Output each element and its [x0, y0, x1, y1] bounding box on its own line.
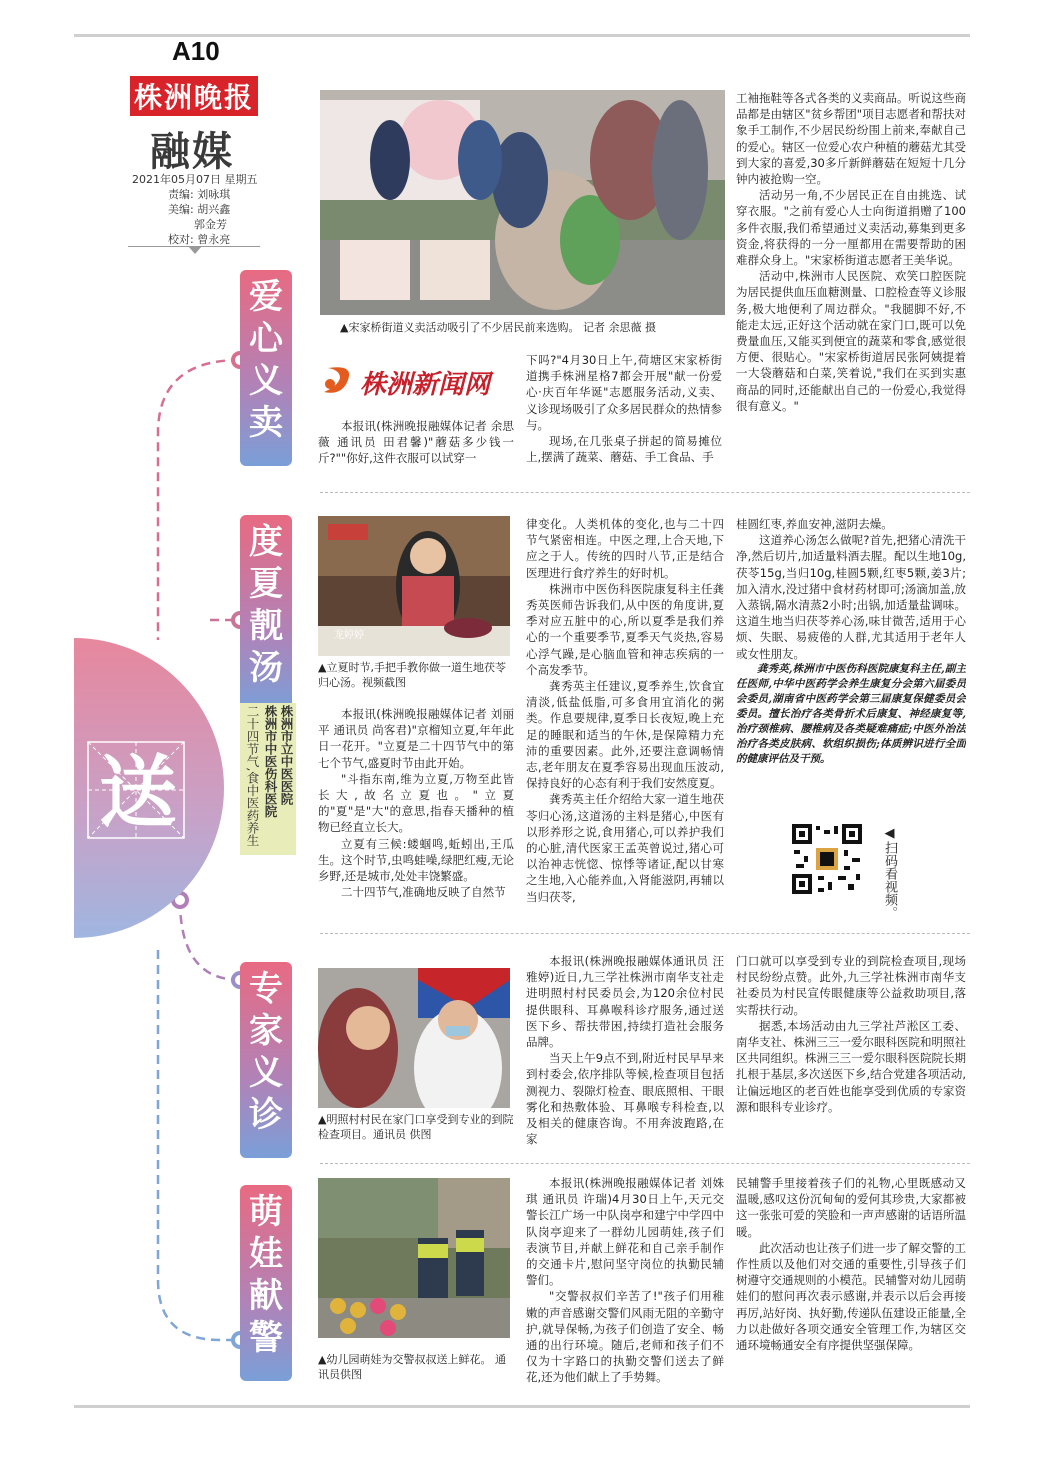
section-separator	[320, 933, 970, 934]
section-separator	[320, 1163, 970, 1164]
paragraph: 本报讯(株洲晚报融媒体记者 余思薇 通讯员 田君馨)"蘑菇多少钱一斤?""你好,这件衣服可以试穿一	[318, 419, 514, 466]
paragraph: 律变化。人类机体的变化,也与二十四节气紧密相连。中医之理,上合天地,下应之于人。传统的四时八节,正是结合医理进行食疗养生的好时机。	[526, 517, 724, 580]
paragraph: 本报讯(株洲晚报融媒体记者 刘丽平 通讯员 尚客君)"京榴知立夏,年年此日一花开。"立夏是二十四节气中的第七个节气,盛夏时节由此开始。	[318, 707, 514, 770]
masthead-meta	[132, 172, 258, 247]
paragraph: 门口就可以享受到专业的到院检查项目,现场村民纷纷点赞。此外,九三学社株洲市南华支社委员为村民宣传眼健康等公益救助项目,落实帮扶行动。	[736, 954, 966, 1017]
story-kids-col2	[736, 1175, 966, 1385]
qr-code-icon[interactable]	[790, 822, 864, 896]
center-character: 送	[98, 747, 177, 838]
story-soup-col1	[318, 706, 514, 914]
story-charity-col2	[526, 352, 722, 492]
paragraph: 本报讯(株洲晚报融媒体通讯员 汪雅婷)近日,九三学社株洲市南华支社走进明照村村民委员会,为120余位村民提供眼科、耳鼻喉科诊疗服务,通过送医下乡、帮扶带困,持续打造社会服务品牌。	[526, 954, 724, 1050]
proofreader-credit: 校对: 曾永亮	[168, 233, 231, 246]
newspaper-logo: 株洲晚报	[130, 76, 258, 116]
paragraph: 下吗?"4月30日上午,荷塘区宋家桥街道携手株洲星格7都会开展"献一份爱心·庆百年华诞"志愿服务活动,义卖、义诊现场吸引了众多居民群众的热情参与。	[526, 353, 722, 432]
caption-eye-clinic: ▲明照村村民在家门口享受到专业的到院检查项目。通讯员 供图	[318, 1113, 514, 1141]
bottom-rule	[74, 1405, 970, 1408]
paragraph: 桂圆红枣,养血安神,滋阴去燥。	[736, 517, 893, 531]
news-site-logo-icon	[318, 360, 358, 400]
art-editor-credit-2: 郭金芳	[194, 218, 227, 231]
paragraph: 活动另一角,不少居民正在自由挑选、试穿衣服。"之前有爱心人士向街道捐赠了100多件衣服,我们希望通过义卖活动,募集到更多资金,将获得的一分一厘都用在需要帮助的困难群众身上。"宋家桥街道志愿者王美华说。	[736, 188, 966, 268]
tag-expert-clinic: 专 家 义 诊	[240, 962, 292, 1158]
paragraph: 据悉,本场活动由九三学社芦淞区工委、南华支社、株洲三三一爱尔眼科医院和明照社区共同组织。株洲三三一爱尔眼科医院院长期扎根于基层,多次送医下乡,结合党建各项活动,让偏远地区的老百姓也能享受到优质的专家资源和眼科专业诊疗。	[736, 1018, 966, 1114]
paragraph: 活动中,株洲市人民医院、欢笑口腔医院为居民提供血压血糖测量、口腔检查等义诊服务,极大地便利了周边群众。"我腿脚不好,不能走太远,正好这个活动就在家门口,既可以免费量血压,又能买到便宜的蔬菜和零食,感觉很方便、很贴心。"宋家桥街道居民张阿姨提着一大袋蘑菇和白菜,笑着说,"我们在买到实惠商品的同时,还能献出自己的一份爱心,我觉得很有意义。"	[736, 269, 966, 413]
story-clinic-col2	[736, 953, 966, 1153]
subtitle-org-2: 株洲市中医伤科医院	[263, 705, 278, 818]
masthead-pointer	[188, 246, 202, 254]
story-clinic-col1	[526, 953, 724, 1153]
paragraph: 现场,在几张桌子拼起的简易摊位上,摆满了蔬菜、蘑菇、手工食品、手	[526, 434, 722, 465]
paragraph: 民辅警手里接着孩子们的礼物,心里既感动又温暖,感叹这份沉甸甸的爱何其珍贵,大家都被这一张张可爱的笑脸和一声声感谢的话语所温暖。	[736, 1176, 966, 1239]
photo-eye-clinic	[318, 968, 510, 1108]
section-title: 融媒	[150, 128, 234, 175]
story-soup-col3	[736, 516, 966, 816]
doctor-bio: 龚秀英,株洲市中医伤科医院康复科主任,副主任医师,中华中医药学会养生康复分会第六届委员会委员,湖南省中医药学会第三届康复保健委员会委员。擅长治疗各类骨折术后康复、神经康复等,治疗颈椎病、腰椎病及各类疑难痛症;中医外治法治疗各类皮肤病、软组织损伤;体质辨识进行全面的健康评估及干预。	[736, 662, 966, 765]
paragraph: 本报讯(株洲晚报融媒体记者 刘姝琪 通讯员 许瑞)4月30日上午,天元交警长江广场一中队岗亭和建宁中学四中队岗亭迎来了一群幼儿园萌娃,孩子们表演节目,并献上鲜花和自己亲手制作的交通卡片,慰问坚守岗位的执勤民辅警们。	[526, 1176, 724, 1288]
issue-date: 2021年05月07日 星期五	[132, 173, 258, 186]
scan-video-note: ◀扫码看视频。	[882, 826, 897, 919]
paragraph: 龚秀英主任介绍给大家一道生地茯苓归心汤,这道汤的主料是猪心,中医有以形养形之说,食用猪心,可以养护我们的心脏,清代医家王孟英曾说过,猪心可以治神志恍惚、惊悸等诸证,配以甘寒之生地,入心能养血,入肾能滋阴,再辅以当归茯苓,	[526, 792, 724, 904]
tag-charity-sale: 爱 心 义 卖	[240, 270, 292, 466]
art-editor-credit: 美编: 胡兴鑫	[168, 203, 231, 216]
paragraph: 工袖拖鞋等各式各类的义卖商品。听说这些商品都是由辖区"贫乡帮团"项目志愿者和帮扶对象手工制作,不少居民纷纷围上前来,奉献自己的爱心。辖区一位爱心农户种植的蘑菇尤其受到大家的喜爱,30多斤新鲜蘑菇在短短十几分钟内被抢购一空。	[736, 91, 966, 187]
story-charity-col3	[736, 90, 966, 490]
paragraph: "交警叔叔们辛苦了!"孩子们用稚嫩的声音感谢交警们风雨无阻的辛勤守护,就导保畅,为孩子们创造了安全、畅通的出行环境。随后,老师和孩子们不仅为十字路口的执勤交警们送去了鲜花,还为他们献上了手势舞。	[526, 1289, 724, 1385]
subtitle-solar-terms: 二十四节气,食中医药养生	[245, 705, 260, 847]
photo-charity-sale	[320, 90, 725, 315]
caption-cooking: ▲立夏时节,手把手教你做一道生地茯苓归心汤。视频截图	[318, 661, 506, 689]
paragraph: 立夏有三候:蝼蝈鸣,蚯蚓出,王瓜生。这个时节,虫鸣蛙噪,绿肥红瘦,无论乡野,还是城市,处处丰饶繁盛。	[318, 836, 514, 884]
paragraph: 二十四节气,准确地反映了自然节	[341, 885, 506, 900]
caption-charity-sale: ▲宋家桥街道义卖活动吸引了不少居民前来选购。 记者 余思薇 摄	[340, 321, 656, 334]
editor-credit: 责编: 刘咏琪	[168, 188, 231, 201]
paragraph: 此次活动也让孩子们进一步了解交警的工作性质以及他们对交通的重要性,引导孩子们树遵守交通规则的小模范。民辅警对幼儿园萌娃们的慰问再次表示感谢,并表示以后会再接再厉,站好岗、执好勤,传递队伍建设正能量,全力以赴做好各项交通安全管理工作,为辖区交通环境畅通安全有序提供坚强保障。	[736, 1240, 966, 1353]
photo-kids-police	[318, 1178, 510, 1338]
caption-kids-police: ▲幼儿园萌娃为交警叔叔送上鲜花。 通讯员供图	[318, 1353, 506, 1381]
story-charity-col1	[318, 418, 514, 482]
paragraph: 这道养心汤怎么做呢?首先,把猪心清洗干净,然后切片,加适量料酒去腥。配以生地10g,茯苓15g,当归10g,桂圆5颗,红枣5颗,姜3片;加入清水,没过猪中食材药材即可;汤滴加盖,放入蒸锅,隔水清蒸2小时;出锅,加适量盐调味。这道生地当归茯苓养心汤,味甘微苦,适用于心烦、失眠、易疲倦的人群,尤其适用于老年人或女性朋友。	[736, 533, 966, 661]
section-separator	[320, 492, 970, 493]
story-kids-col1	[526, 1175, 724, 1385]
news-site-name: 株洲新闻网	[360, 370, 491, 400]
paragraph: "斗指东南,维为立夏,万物至此皆长大,故名立夏也。"立夏的"夏"是"大"的意思,指春天播种的植物已经直立长大。	[318, 771, 514, 835]
subtitle-org: 株洲市立中医医院	[279, 705, 294, 805]
page-number: A10	[172, 36, 220, 66]
paragraph: 龚秀英主任建议,夏季养生,饮食宜清淡,低盐低脂,可多食用宜消化的粥类。作息要规律,夏季日长夜短,晚上充足的睡眠和适当的午休,是保障精力充沛的重要因素。此外,还要注意调畅情志,老年朋友在夏季容易出现血压波动,保持良好的心态有利于我们安然度夏。	[526, 679, 724, 791]
news-site-logo	[318, 360, 518, 410]
story-soup-col2	[526, 516, 724, 914]
video-host-label: 龙婷婷	[334, 630, 364, 641]
tag-summer-soup: 度 夏 靓 汤	[240, 515, 292, 711]
paragraph: 当天上午9点不到,附近村民早早来到村委会,依序排队等候,检查项目包括测视力、裂隙灯检查、眼底照相、干眼雾化和热敷体验、耳鼻喉专科检查,以及相关的健康咨询。不用奔波跑路,在家	[526, 1051, 724, 1147]
tag-kids-police: 萌 娃 献 警	[240, 1185, 292, 1381]
paragraph: 株洲市中医伤科医院康复科主任龚秀英医师告诉我们,从中医的角度讲,夏季对应五脏中的心,所以夏季是我们养心的一个重要季节,夏季天气炎热,容易心浮气躁,是心脑血管和神志疾病的一个高发季节。	[526, 581, 724, 677]
